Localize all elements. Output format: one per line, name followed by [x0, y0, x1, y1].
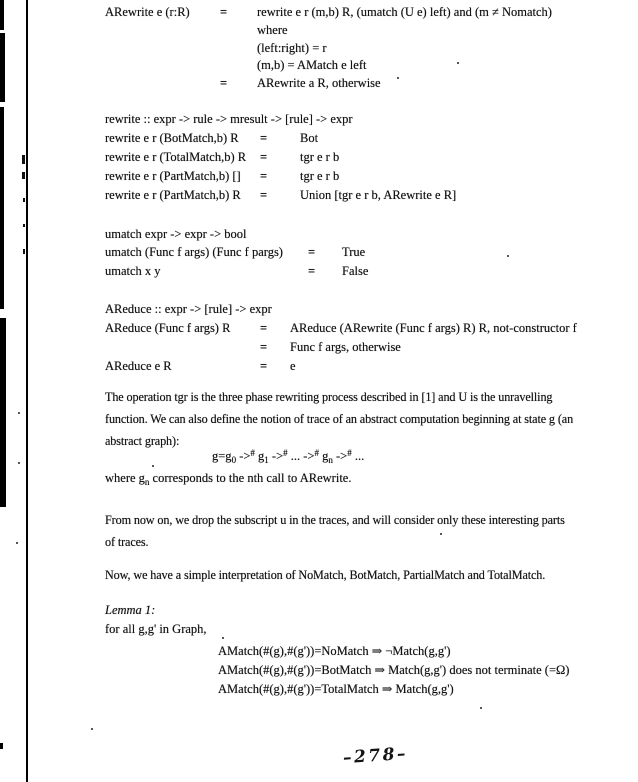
paragraph-line: Now, we have a simple interpretation of NoMatch, BotMatch, PartialMatch and TotalMatch.	[105, 568, 546, 582]
lemma-line: AMatch(#(g),#(g'))=TotalMatch ⇒ Match(g,g')	[218, 681, 454, 696]
subscript: 1	[264, 455, 269, 465]
subscript: n	[144, 477, 150, 487]
def-lhs: rewrite e r (TotalMatch,b) R	[105, 150, 247, 164]
def-rhs: (m,b) = AMatch e left	[257, 58, 367, 72]
superscript-hash: #	[347, 448, 352, 458]
equals-sign: =	[260, 169, 268, 183]
formula-ellipsis: ...	[354, 449, 365, 463]
scan-artifact	[22, 155, 25, 164]
type-signature: umatch expr -> expr -> bool	[105, 227, 247, 241]
type-signature: AReduce :: expr -> [rule] -> expr	[105, 302, 272, 316]
lemma-line: AMatch(#(g),#(g'))=BotMatch ⇒ Match(g,g') does not terminate (=Ω)	[218, 662, 570, 677]
lemma-title: Lemma 1:	[105, 603, 156, 617]
scan-speck	[91, 728, 93, 730]
scan-artifact	[0, 743, 3, 749]
formula-arrow: ->	[271, 449, 284, 463]
paragraph-line: function. We can also define the notion of trace of an abstract computation beginning at state g (an	[105, 412, 574, 426]
scan-speck	[507, 255, 509, 257]
subscript: 0	[231, 455, 237, 465]
def-lhs: rewrite e r (BotMatch,b) R	[105, 131, 239, 145]
equals-sign: =	[220, 5, 228, 19]
def-rhs: True	[342, 245, 366, 259]
def-lhs: umatch x y	[105, 264, 161, 278]
formula-term: g	[258, 449, 265, 463]
def-rhs: tgr e r b	[300, 150, 340, 164]
type-signature: rewrite :: expr -> rule -> mresult -> [rule] -> expr	[105, 112, 353, 126]
def-lhs: ARewrite e (r:R)	[105, 5, 190, 19]
formula-arrow: ->	[335, 449, 348, 463]
superscript-hash: #	[283, 448, 288, 458]
paragraph-line: The operation tgr is the three phase rewriting process described in [1] and U is the unravelling	[105, 390, 553, 404]
scan-artifact	[0, 107, 4, 309]
def-rhs: False	[342, 264, 369, 278]
scan-artifact	[23, 198, 25, 202]
scan-artifact	[23, 249, 25, 254]
def-rhs: Union [tgr e r b, ARewrite e R]	[300, 188, 457, 202]
margin-line	[26, 0, 28, 782]
paragraph-tgr-description	[105, 386, 573, 452]
equals-sign: =	[260, 340, 268, 354]
def-lhs: AReduce e R	[105, 359, 172, 373]
handwritten-page-number: –278–	[342, 743, 409, 769]
def-rhs: e	[290, 359, 296, 373]
scan-artifact	[0, 318, 6, 507]
paragraph-line: abstract graph):	[105, 434, 180, 448]
scan-speck	[18, 412, 20, 414]
scan-speck	[152, 465, 154, 467]
scan-speck	[16, 542, 18, 544]
def-lhs: rewrite e r (PartMatch,b) R	[105, 188, 241, 202]
def-rhs: rewrite e r (m,b) R, (umatch (U e) left) and (m ≠ Nomatch)	[257, 5, 552, 19]
def-rhs: Func f args, otherwise	[290, 340, 401, 354]
scan-artifact	[0, 0, 4, 30]
formula-ellipsis: ...	[290, 449, 301, 463]
lemma-body	[218, 642, 569, 698]
trace-formula	[212, 448, 364, 465]
def-rhs: tgr e r b	[300, 169, 340, 183]
subscript: n	[328, 455, 333, 465]
paragraph-interpretation	[105, 564, 545, 586]
formula-term: g	[322, 449, 329, 463]
text: where g	[105, 471, 145, 485]
superscript-hash: #	[250, 448, 255, 458]
def-rhs: AReduce (ARewrite (Func f args) R) R, not-constructor f	[290, 321, 577, 335]
equals-sign: =	[260, 150, 268, 164]
def-lhs: AReduce (Func f args) R	[105, 321, 231, 335]
equals-sign: =	[260, 321, 268, 335]
paragraph-line: From now on, we drop the subscript u in the traces, and will consider only these interesting parts	[105, 513, 565, 527]
scan-speck	[480, 707, 482, 709]
formula-arrow: ->	[239, 449, 251, 463]
def-lhs: rewrite e r (PartMatch,b) []	[105, 169, 241, 183]
def-rhs: where	[257, 23, 288, 37]
equals-sign: =	[260, 131, 268, 145]
text: corresponds to the nth call to ARewrite.	[152, 471, 352, 485]
formula-term: g=g	[212, 449, 232, 463]
scan-speck	[457, 62, 459, 64]
def-rhs: (left:right) = r	[257, 41, 327, 55]
def-rhs: ARewrite a R, otherwise	[257, 76, 381, 90]
superscript-hash: #	[314, 448, 319, 458]
equals-sign: =	[220, 76, 228, 90]
scan-speck	[18, 462, 20, 464]
equals-sign: =	[308, 264, 316, 278]
equals-sign: =	[260, 188, 268, 202]
def-rhs: Bot	[300, 131, 319, 145]
paragraph-line: of traces.	[105, 535, 149, 549]
formula-arrow: ->	[303, 449, 315, 463]
lemma-line: AMatch(#(g),#(g'))=NoMatch ⇒ ¬Match(g,g')	[218, 644, 451, 658]
equals-sign: =	[308, 245, 316, 259]
scan-speck	[222, 637, 224, 639]
where-gn-line	[105, 471, 351, 487]
def-lhs: umatch (Func f args) (Func f pargs)	[105, 245, 283, 259]
scan-artifact	[0, 33, 5, 102]
scan-artifact	[22, 172, 25, 179]
lemma-intro: for all g,g' in Graph,	[105, 622, 207, 636]
equals-sign: =	[260, 359, 268, 373]
scan-artifact	[23, 224, 25, 227]
paragraph-subscript-note	[105, 509, 565, 553]
scan-speck	[397, 77, 399, 79]
